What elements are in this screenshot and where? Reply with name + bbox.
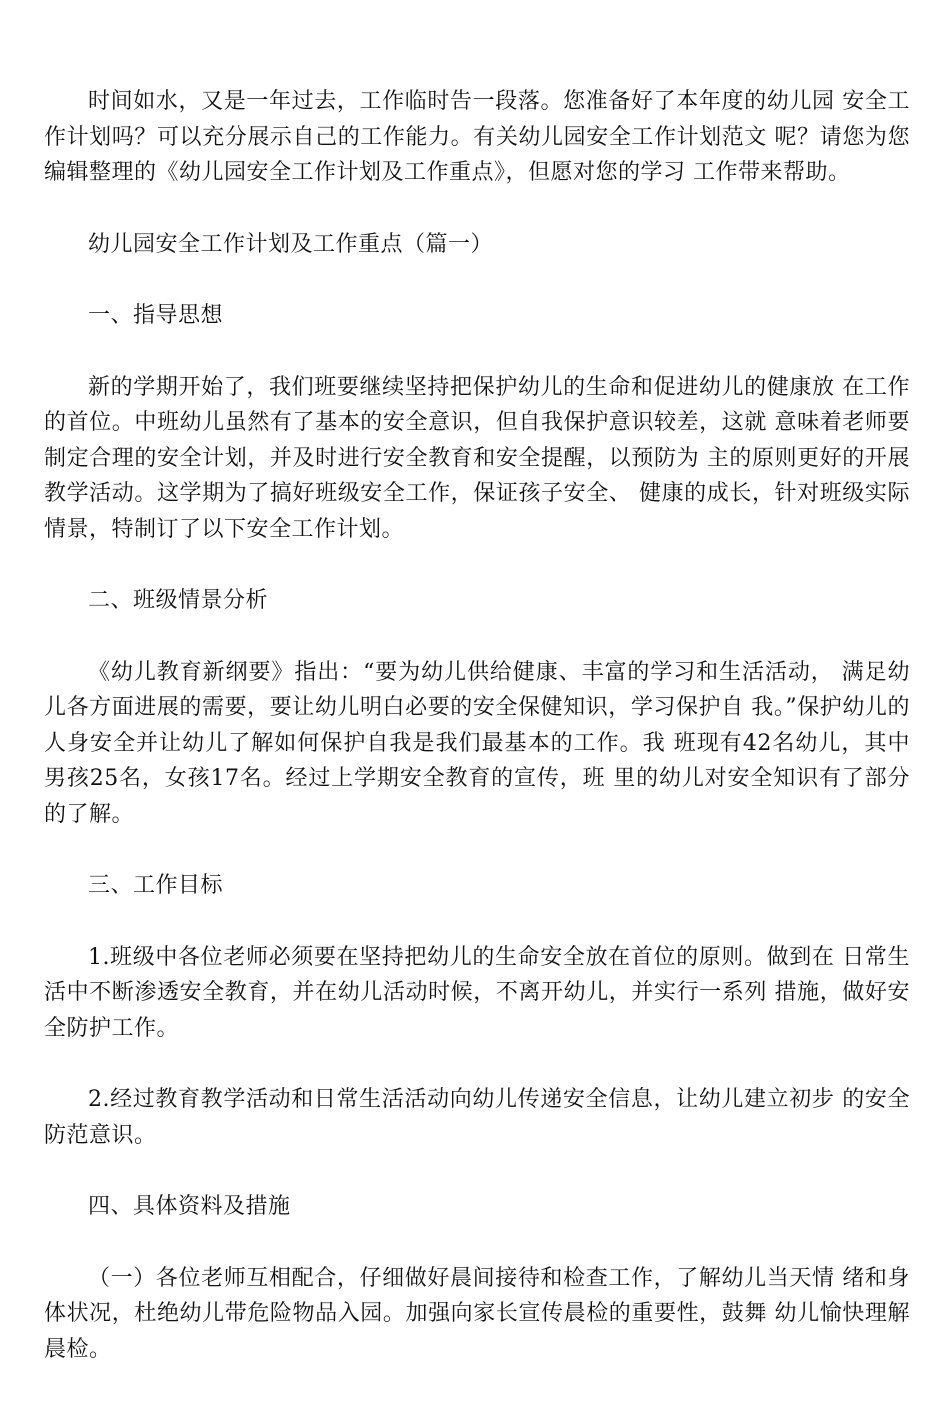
section-heading-work-goals: 三、工作目标 (88, 873, 224, 898)
section-heading-guiding-ideology: 一、指导思想 (88, 303, 224, 328)
section-paragraph-class-analysis: 《幼儿教育新纲要》指出：“要为幼儿供给健康、丰富的学习和生活活动， 满足幼儿各方面进展的需要，要让幼儿明白必要的安全保健知识，学习保护自 我。”保护幼儿的人身安全并让幼儿了解如何保护自我是我们最基本的工作。我 班现有42名幼儿，其中男孩25名，女孩17名。经过上学期安全教育的宣传，班 里的幼儿对安全知识有了部分的了解。 (44, 659, 910, 827)
goal-item-2: 2.经过教育教学活动和日常生活活动向幼儿传递安全信息，让幼儿建立初步 的安全防范意识。 (44, 1087, 910, 1148)
section-heading-class-analysis: 二、班级情景分析 (88, 588, 269, 613)
section-paragraph-guiding-ideology: 新的学期开始了，我们班要继续坚持把保护幼儿的生命和促进幼儿的健康放 在工作的首位。中班幼儿虽然有了基本的安全意识，但自我保护意识较差，这就 意味着老师要制定合理的安全计划，并及时进行安全教育和安全提醒，以预防为 主的原则更好的开展教学活动。这学期为了搞好班级安全工作，保证孩子安全、 健康的成长，针对班级实际情景，特制订了以下安全工作计划。 (44, 374, 910, 542)
section-heading-measures: 四、具体资料及措施 (88, 1194, 291, 1219)
goal-item-1: 1.班级中各位老师必须要在坚持把幼儿的生命安全放在首位的原则。做到在 日常生活中不断渗透安全教育，并在幼儿活动时候，不离开幼儿，并实行一系列 措施，做好安全防护工作。 (44, 944, 910, 1041)
document-page (44, 84, 910, 1403)
document-title: 幼儿园安全工作计划及工作重点（篇一） (88, 231, 494, 257)
measure-item-1: （一）各位老师互相配合，仔细做好晨间接待和检查工作，了解幼儿当天情 绪和身体状况，杜绝幼儿带危险物品入园。加强向家长宣传晨检的重要性，鼓舞 幼儿愉快理解晨检。 (44, 1265, 910, 1362)
intro-paragraph: 时间如水，又是一年过去，工作临时告一段落。您准备好了本年度的幼儿园 安全工作计划吗？可以充分展示自己的工作能力。有关幼儿园安全工作计划范文 呢？请您为您编辑整理的《幼儿园安全工作计划及工作重点》，但愿对您的学习 工作带来帮助。 (44, 89, 910, 185)
